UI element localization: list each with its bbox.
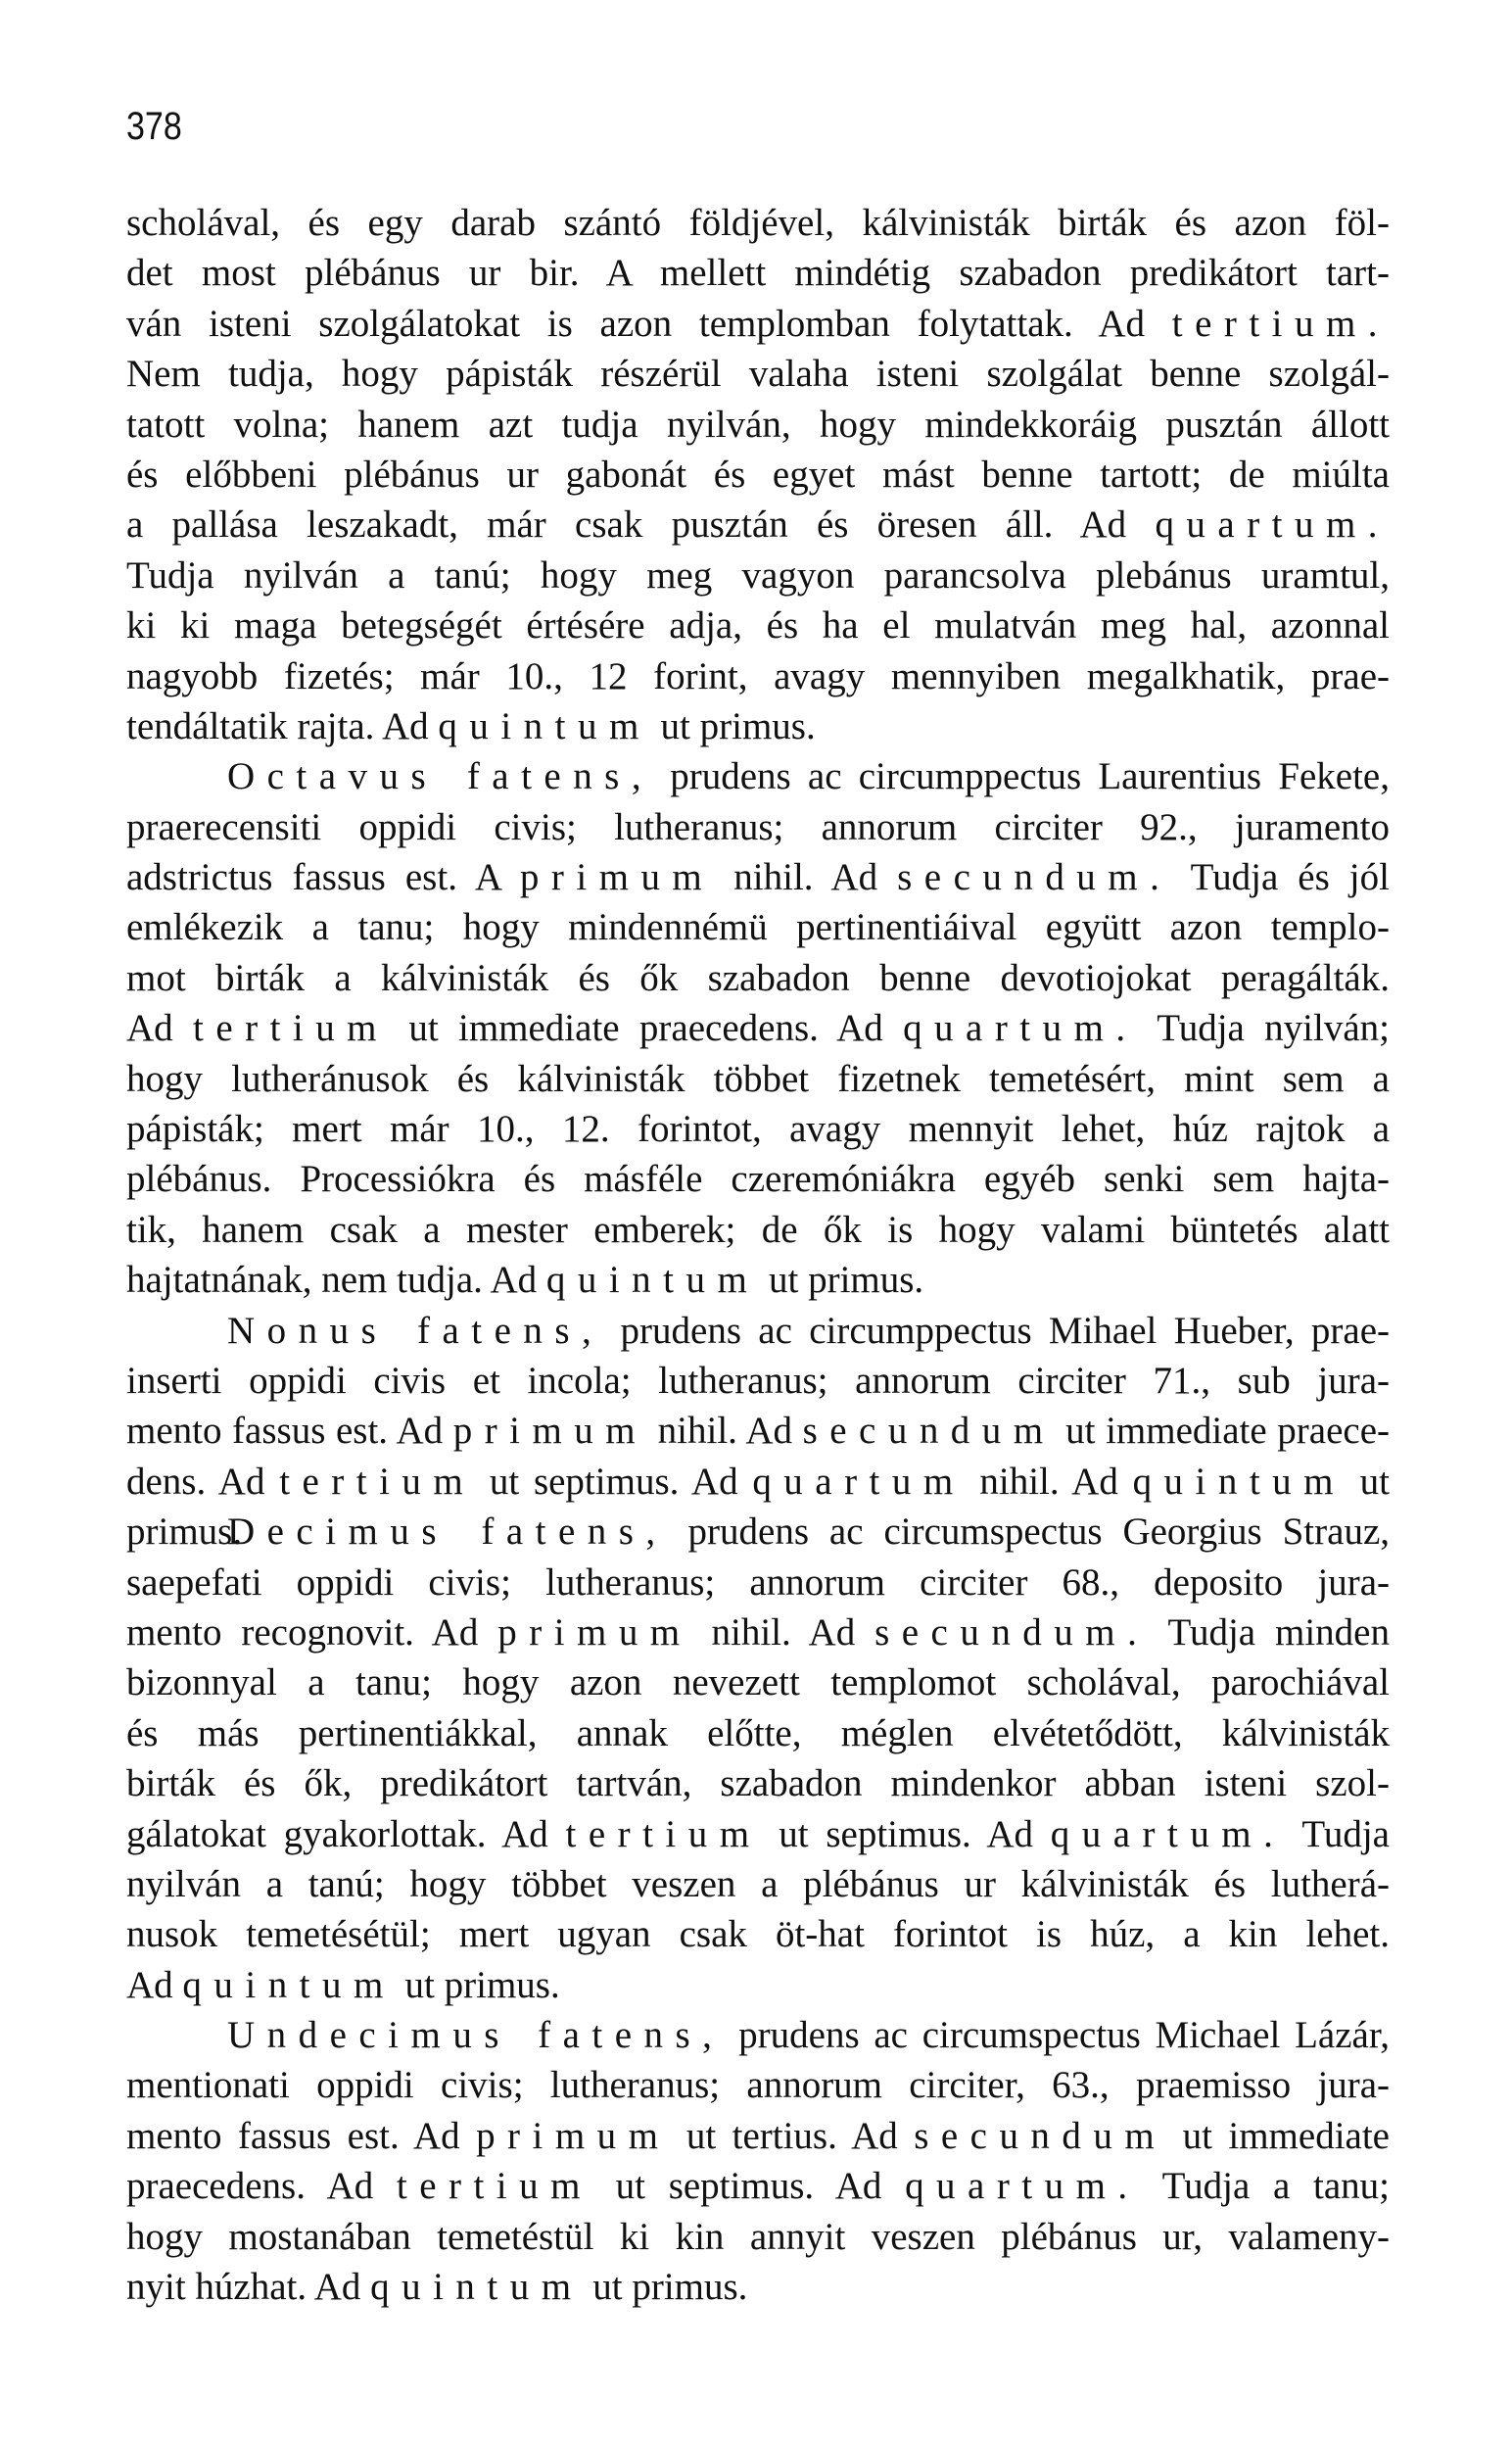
text-line	[126, 2060, 1390, 2110]
text-segment: mento recognovit. Ad	[126, 1610, 498, 1654]
text-line	[126, 1205, 1390, 1255]
text-line	[126, 248, 1390, 298]
paragraph-start-line	[126, 1507, 1390, 1557]
text-line	[126, 1356, 1390, 1406]
spaced-emphasis: quartum.	[903, 1007, 1138, 1050]
text-segment: ut immediate praece-	[1055, 1410, 1390, 1453]
text-line	[126, 902, 1390, 952]
text-segment: ut primus.	[759, 1259, 924, 1302]
text-segment: prudens ac circumspectus Georgius Strauz,	[667, 1511, 1391, 1554]
spaced-emphasis: quintum	[438, 704, 651, 747]
spaced-emphasis: quartum.	[1155, 504, 1390, 547]
body-text	[126, 198, 1390, 2312]
spaced-emphasis: Decimus fatens,	[227, 1511, 668, 1554]
spaced-emphasis: secundum.	[874, 1610, 1150, 1654]
spaced-emphasis: primum	[497, 1610, 692, 1654]
text-line	[126, 1104, 1390, 1154]
spaced-emphasis: primum	[476, 2114, 671, 2157]
text-line	[126, 500, 1390, 550]
text-segment: plébánus. Processiókra és másféle czeremóniákra egyéb senki sem hajta-	[126, 1158, 1390, 1201]
text-segment: ut septimus. Ad	[761, 1812, 1051, 1855]
text-line	[126, 852, 1390, 902]
text-segment: mentionati oppidi civis; lutheranus; annorum circiter, 63., praemisso jura-	[126, 2064, 1390, 2107]
paragraph-start-line	[126, 751, 1390, 801]
text-segment: ki ki maga betegségét értésére adja, és ha el mulatván meg hal, azonnal	[126, 604, 1390, 647]
text-line	[126, 1859, 1390, 1909]
text-segment: ut septimus. Ad	[591, 2165, 906, 2208]
text-segment: nihil. Ad	[647, 1410, 803, 1453]
spaced-emphasis: quartum	[752, 1460, 966, 1503]
text-segment: tendáltatik rajta. Ad	[126, 704, 439, 747]
text-segment: emlékezik a tanu; hogy mindennémü pertinentiáival együtt azon templo-	[126, 906, 1390, 949]
text-segment: mento fassus est. Ad	[126, 1410, 453, 1453]
spaced-emphasis: Undecimus fatens,	[227, 2014, 725, 2057]
text-line	[126, 2262, 1390, 2312]
text-line	[126, 2212, 1390, 2262]
text-line	[126, 600, 1390, 650]
text-line	[126, 450, 1390, 500]
text-segment: nusok temetésétül; mert ugyan csak öt-hat forintot is húz, a kin lehet.	[126, 1913, 1390, 1956]
text-segment: nyilván a tanú; hogy többet veszen a plébánus ur kálvinisták és lutherá-	[126, 1862, 1390, 1905]
text-segment: prudens ac circumppectus Mihael Hueber, prae-	[603, 1309, 1391, 1352]
text-line	[126, 1558, 1390, 1607]
text-segment: Ad	[126, 1007, 193, 1050]
spaced-emphasis: secundum	[802, 1410, 1056, 1453]
spaced-emphasis: quintum	[370, 2266, 584, 2309]
text-line	[126, 1809, 1390, 1859]
text-segment: Nem tudja, hogy pápisták részérül valaha isteni szolgálat benne szolgál-	[126, 353, 1390, 396]
text-segment: gálatokat gyakorlottak. Ad	[126, 1812, 566, 1855]
spaced-emphasis: quintum	[545, 1259, 760, 1302]
text-line	[126, 400, 1390, 450]
text-segment: ut primus.	[650, 704, 816, 747]
text-line	[126, 1255, 1390, 1305]
text-line	[126, 299, 1390, 349]
text-segment: birták és ők, predikátort tartván, szabadon mindenkor abban isteni szol-	[126, 1762, 1390, 1805]
text-segment: Tudja a tanu;	[1139, 2165, 1390, 2208]
text-line	[126, 1657, 1390, 1707]
text-line	[126, 1154, 1390, 1204]
text-line	[126, 1708, 1390, 1758]
text-segment: Tudja minden	[1149, 1610, 1390, 1654]
text-segment: ut immediate praecedens. Ad	[389, 1007, 904, 1050]
text-line	[126, 1406, 1390, 1456]
text-segment: és előbbeni plébánus ur gabonát és egyet mást benne tartott; de miúlta	[126, 453, 1390, 496]
spaced-emphasis: Octavus fatens,	[227, 755, 654, 798]
text-line	[126, 349, 1390, 399]
text-segment: ván isteni szolgálatokat is azon templomban folytattak. Ad	[126, 302, 1172, 345]
text-segment: Ad	[126, 1963, 183, 2006]
text-segment: ut septimus. Ad	[475, 1460, 753, 1503]
text-line	[126, 1909, 1390, 1959]
text-segment: prudens ac circumppectus Laurentius Fekete,	[653, 755, 1390, 798]
text-segment: dens. Ad	[126, 1460, 280, 1503]
paragraph-start-line	[126, 2010, 1390, 2060]
text-line	[126, 651, 1390, 701]
text-line	[126, 1054, 1390, 1104]
text-segment: bizonnyal a tanu; hogy azon nevezett templomot scholával, parochiával	[126, 1661, 1390, 1704]
text-segment: hajtatnának, nem tudja. Ad	[126, 1259, 546, 1302]
text-segment: nyit húzhat. Ad	[126, 2266, 371, 2309]
spaced-emphasis: secundum	[914, 2114, 1167, 2157]
text-segment: hogy lutheránusok és kálvinisták többet fizetnek temetésért, mint sem a	[126, 1057, 1390, 1100]
text-line	[126, 802, 1390, 852]
text-line	[126, 953, 1390, 1003]
text-segment: ut primus.	[395, 1963, 560, 2006]
text-segment: inserti oppidi civis et incola; lutheranus; annorum circiter 71., sub jura-	[126, 1359, 1390, 1402]
text-segment: adstrictus fassus est. A	[126, 856, 520, 899]
text-line	[126, 1003, 1390, 1053]
spaced-emphasis: quartum.	[1050, 1812, 1286, 1855]
text-line	[126, 1607, 1390, 1657]
text-segment: Tudja	[1285, 1812, 1390, 1855]
text-segment: ut tertius. Ad	[670, 2114, 915, 2157]
text-segment: praecedens. Ad	[126, 2165, 397, 2208]
text-segment: nihil. Ad	[965, 1460, 1133, 1503]
spaced-emphasis: quartum.	[905, 2165, 1140, 2208]
text-segment: prudens ac circumspectus Michael Lázár,	[724, 2014, 1390, 2057]
spaced-emphasis: tertium.	[1171, 302, 1390, 345]
text-segment: saepefati oppidi civis; lutheranus; annorum circiter 68., deposito jura-	[126, 1560, 1390, 1604]
text-line	[126, 551, 1390, 600]
text-segment: és más pertinentiákkal, annak előtte, méglen elvétetődött, kálvinisták	[126, 1711, 1390, 1754]
text-segment: pápisták; mert már 10., 12. forintot, avagy mennyit lehet, húz rajtok a	[126, 1108, 1390, 1151]
spaced-emphasis: tertium	[193, 1007, 389, 1050]
text-segment: a pallása leszakadt, már csak pusztán és öresen áll. Ad	[126, 504, 1156, 547]
text-segment: nihil. Ad	[714, 856, 898, 899]
paragraph-start-line	[126, 1306, 1390, 1356]
spaced-emphasis: primum	[452, 1410, 648, 1453]
text-segment: det most plébánus ur bir. A mellett mindétig szabadon predikátort tart-	[126, 252, 1390, 295]
text-line	[126, 1758, 1390, 1808]
text-segment: praerecensiti oppidi civis; lutheranus; annorum circiter 92., juramento	[126, 805, 1390, 848]
spaced-emphasis: primum	[519, 856, 715, 899]
text-segment: ut primus.	[126, 1460, 1391, 1554]
spaced-emphasis: tertium	[565, 1812, 762, 1855]
text-segment: mento fassus est. Ad	[126, 2114, 477, 2157]
text-segment: ut immediate	[1166, 2114, 1390, 2157]
spaced-emphasis: tertium	[396, 2165, 592, 2208]
text-line	[126, 2161, 1390, 2211]
page-number: 378	[126, 105, 182, 148]
text-line	[126, 701, 1390, 751]
text-segment: tatott volna; hanem azt tudja nyilván, hogy mindekkoráig pusztán állott	[126, 403, 1390, 446]
spaced-emphasis: tertium	[279, 1460, 476, 1503]
text-segment: Tudja és jól	[1171, 856, 1390, 899]
text-segment: scholával, és egy darab szántó földjével, kálvinisták birták és azon föl-	[126, 202, 1390, 244]
text-segment: nagyobb fizetés; már 10., 12 forint, avagy mennyiben megalkhatik, prae-	[126, 654, 1390, 697]
spaced-emphasis: Nonus fatens,	[227, 1309, 604, 1352]
text-line	[126, 2111, 1390, 2161]
text-segment: tik, hanem csak a mester emberek; de ők is hogy valami büntetés alatt	[126, 1208, 1390, 1251]
text-line	[126, 1960, 1390, 2010]
text-segment: ut primus.	[583, 2266, 748, 2309]
spaced-emphasis: quintum	[182, 1963, 396, 2006]
text-segment: Tudja nyilván;	[1137, 1007, 1390, 1050]
text-line	[126, 198, 1390, 248]
text-segment: Tudja nyilván a tanú; hogy meg vagyon parancsolva plebánus uramtul,	[126, 553, 1390, 597]
text-segment: hogy mostanában temetéstül ki kin annyit veszen plébánus ur, valameny-	[126, 2215, 1390, 2258]
text-segment: mot birták a kálvinisták és ők szabadon benne devotiojokat peragálták.	[126, 956, 1390, 999]
text-segment: nihil. Ad	[691, 1610, 875, 1654]
spaced-emphasis: quintum	[1132, 1460, 1346, 1503]
spaced-emphasis: secundum.	[897, 856, 1172, 899]
